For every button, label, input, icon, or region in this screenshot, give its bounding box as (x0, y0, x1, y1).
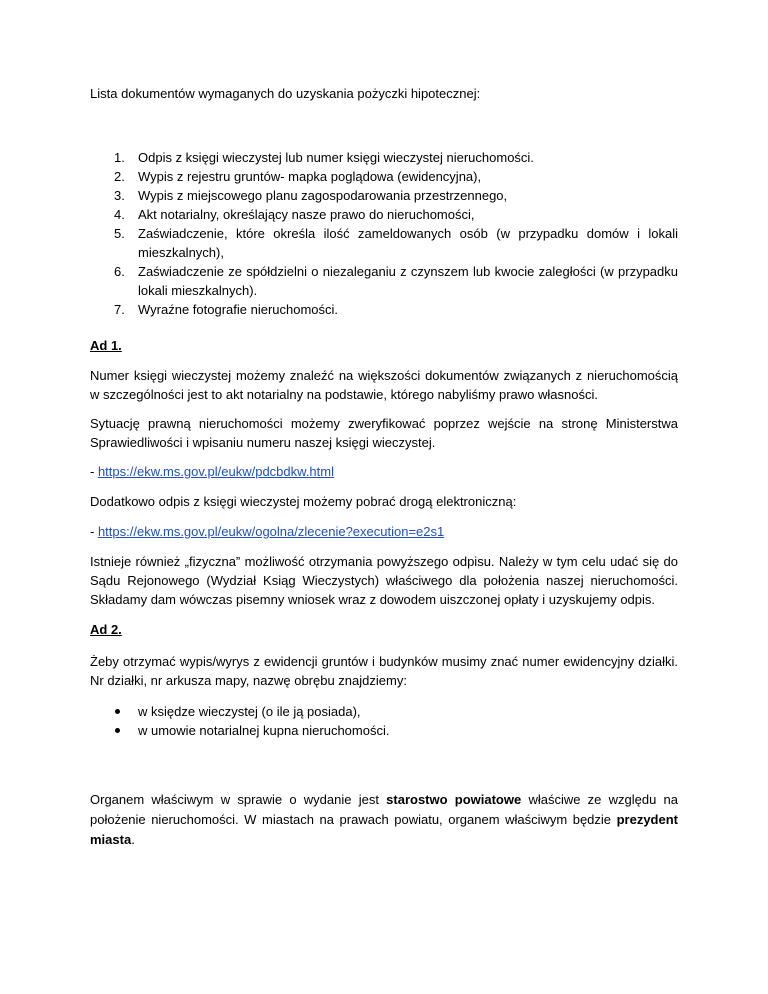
list-item: 7. Wyraźne fotografie nieruchomości. (114, 302, 339, 317)
intro-line: Lista dokumentów wymaganych do uzyskania pożyczki hipotecznej: (90, 86, 481, 101)
list-item: w umowie notarialnej kupna nieruchomości. (90, 721, 678, 740)
list-item: 2. Wypis z rejestru gruntów- mapka poglądowa (ewidencyjna), (114, 169, 482, 184)
list-item: 6. Zaświadczenie ze spółdzielni o niezaleganiu z czynszem lub kwocie zaległości (w przypadku lokali mieszkalnych). (114, 264, 678, 298)
ekw-order-link[interactable]: https://ekw.ms.gov.pl/eukw/ogolna/zlecenie?execution=e2s1 (97, 524, 445, 539)
ekw-search-link[interactable]: https://ekw.ms.gov.pl/eukw/pdcbdkw.html (97, 464, 334, 479)
ad1-link-line-1: - https://ekw.ms.gov.pl/eukw/pdcbdkw.html (90, 464, 334, 479)
required-documents-list (90, 148, 678, 319)
list-item: 5. Zaświadczenie, które określa ilość zameldowanych osób (w przypadku domów i lokali mieszkalnych), (114, 226, 678, 260)
ad1-heading: Ad 1. (90, 338, 122, 353)
ad1-link-line-2: - https://ekw.ms.gov.pl/eukw/ogolna/zlecenie?execution=e2s1 (90, 524, 445, 539)
ad2-paragraph-2: Organem właściwym w sprawie o wydanie jest starostwo powiatowe właściwe ze względu na położenie nieruchomości. W miastach na prawach powiatu, organem właściwym będzie prezydent miasta. (90, 792, 678, 847)
ad1-paragraph-2: Sytuację prawną nieruchomości możemy zweryfikować poprzez wejście na stronę Ministerstwa Sprawiedliwości i wpisaniu numeru naszej księgi wieczystej. (90, 416, 678, 450)
list-item: 1. Odpis z księgi wieczystej lub numer księgi wieczystej nieruchomości. (114, 150, 534, 165)
list-item: 3. Wypis z miejscowego planu zagospodarowania przestrzennego, (114, 188, 508, 203)
ad1-paragraph-4: Istnieje również „fizyczna” możliwość otrzymania powyższego odpisu. Należy w tym celu udać się do Sądu Rejonowego (Wydział Ksiąg Wieczystych) właściwego dla położenia naszej nieruchomości. Składamy dam wówczas pisemny wniosek wraz z dowodem uiszczonej opłaty i uzyskujemy odpis. (90, 554, 678, 607)
bullet-icon (115, 728, 120, 733)
ad2-bullet-list (90, 702, 678, 740)
bold-prezydent: prezydent miasta (90, 812, 678, 847)
bold-starostwo: starostwo powiatowe (386, 792, 522, 807)
ad2-heading: Ad 2. (90, 622, 122, 637)
ad2-paragraph-1: Żeby otrzymać wypis/wyrys z ewidencji gruntów i budynków musimy znać numer ewidencyjny działki. Nr działki, nr arkusza mapy, nazwę obrębu znajdziemy: (90, 654, 678, 688)
ad1-paragraph-3: Dodatkowo odpis z księgi wieczystej możemy pobrać drogą elektroniczną: (90, 494, 517, 509)
bullet-icon (115, 709, 120, 714)
ad1-paragraph-1: Numer księgi wieczystej możemy znaleźć na większości dokumentów związanych z nieruchomością w szczególności jest to akt notarialny na podstawie, którego nabyliśmy prawo własności. (90, 368, 678, 402)
list-item: w księdze wieczystej (o ile ją posiada), (90, 702, 678, 721)
list-item: 4. Akt notarialny, określający nasze prawo do nieruchomości, (114, 207, 475, 222)
